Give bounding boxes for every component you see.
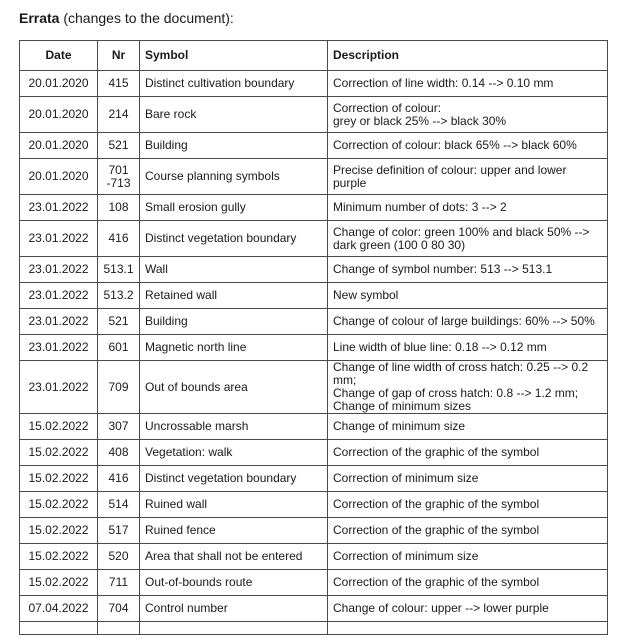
cell-date: 20.01.2020 (20, 133, 98, 159)
cell-nr: 513.1 (98, 257, 140, 283)
cell-description: Change of color: green 100% and black 50% --> dark green (100 0 80 30) (328, 221, 608, 257)
cell-description: New symbol (328, 283, 608, 309)
table-row (20, 361, 608, 414)
cell-symbol: Vegetation: walk (140, 440, 328, 466)
cell-nr: 601 (98, 335, 140, 361)
cell-description: Change of colour: upper --> lower purple (328, 596, 608, 622)
table-row (20, 257, 608, 283)
table-row (20, 133, 608, 159)
cell-symbol: Building (140, 309, 328, 335)
cell-symbol: Ruined wall (140, 492, 328, 518)
header-date: Date (20, 41, 98, 71)
cell-symbol: Distinct vegetation boundary (140, 221, 328, 257)
cell-symbol: Area that shall not be entered (140, 544, 328, 570)
cell-description (328, 622, 608, 635)
table-row (20, 518, 608, 544)
table-row (20, 309, 608, 335)
cell-symbol: Small erosion gully (140, 195, 328, 221)
table-row (20, 466, 608, 492)
cell-nr: 704 (98, 596, 140, 622)
cell-date: 15.02.2022 (20, 440, 98, 466)
cell-symbol (140, 622, 328, 635)
cell-date: 23.01.2022 (20, 283, 98, 309)
cell-description: Line width of blue line: 0.18 --> 0.12 mm (328, 335, 608, 361)
cell-description: Correction of minimum size (328, 466, 608, 492)
errata-heading-rest: (changes to the document): (59, 10, 234, 26)
cell-date: 15.02.2022 (20, 492, 98, 518)
cell-date: 23.01.2022 (20, 195, 98, 221)
cell-symbol: Control number (140, 596, 328, 622)
cell-nr: 214 (98, 97, 140, 133)
cell-description: Change of line width of cross hatch: 0.25 --> 0.2 mm; Change of gap of cross hatch: 0.8 --> 1.2 mm; Change of minimum sizes (328, 361, 608, 414)
cell-symbol: Wall (140, 257, 328, 283)
cell-description: Change of colour of large buildings: 60% --> 50% (328, 309, 608, 335)
cell-description: Correction of the graphic of the symbol (328, 518, 608, 544)
header-description: Description (328, 41, 608, 71)
cell-date: 15.02.2022 (20, 414, 98, 440)
table-row (20, 221, 608, 257)
cell-nr: 416 (98, 221, 140, 257)
cell-description: Correction of minimum size (328, 544, 608, 570)
cell-date: 23.01.2022 (20, 221, 98, 257)
cell-date: 07.04.2022 (20, 596, 98, 622)
table-row-partial (20, 622, 608, 635)
cell-date: 23.01.2022 (20, 309, 98, 335)
cell-date: 23.01.2022 (20, 335, 98, 361)
header-symbol: Symbol (140, 41, 328, 71)
table-row (20, 414, 608, 440)
cell-date: 20.01.2020 (20, 159, 98, 195)
cell-symbol: Bare rock (140, 97, 328, 133)
cell-nr: 517 (98, 518, 140, 544)
table-row (20, 97, 608, 133)
cell-description: Precise definition of colour: upper and lower purple (328, 159, 608, 195)
cell-description: Correction of the graphic of the symbol (328, 570, 608, 596)
errata-table (19, 40, 608, 635)
cell-nr: 307 (98, 414, 140, 440)
cell-nr (98, 622, 140, 635)
cell-description: Correction of the graphic of the symbol (328, 492, 608, 518)
cell-date: 15.02.2022 (20, 544, 98, 570)
header-nr: Nr (98, 41, 140, 71)
cell-symbol: Out-of-bounds route (140, 570, 328, 596)
cell-symbol: Course planning symbols (140, 159, 328, 195)
cell-date: 20.01.2020 (20, 71, 98, 97)
table-row (20, 159, 608, 195)
table-row (20, 570, 608, 596)
cell-symbol: Building (140, 133, 328, 159)
cell-description: Correction of line width: 0.14 --> 0.10 mm (328, 71, 608, 97)
cell-nr: 108 (98, 195, 140, 221)
cell-nr: 521 (98, 133, 140, 159)
cell-date: 15.02.2022 (20, 518, 98, 544)
table-row (20, 71, 608, 97)
table-row (20, 440, 608, 466)
cell-symbol: Distinct cultivation boundary (140, 71, 328, 97)
table-row (20, 195, 608, 221)
table-header-row (20, 41, 608, 71)
cell-description: Change of minimum size (328, 414, 608, 440)
cell-symbol: Distinct vegetation boundary (140, 466, 328, 492)
cell-date: 15.02.2022 (20, 466, 98, 492)
cell-nr: 711 (98, 570, 140, 596)
cell-symbol: Ruined fence (140, 518, 328, 544)
table-row (20, 283, 608, 309)
cell-symbol: Uncrossable marsh (140, 414, 328, 440)
cell-nr: 514 (98, 492, 140, 518)
cell-nr: 416 (98, 466, 140, 492)
cell-description: Correction of colour: black 65% --> black 60% (328, 133, 608, 159)
table-row (20, 335, 608, 361)
cell-symbol: Magnetic north line (140, 335, 328, 361)
cell-nr: 701 -713 (98, 159, 140, 195)
errata-heading (19, 9, 234, 27)
cell-symbol: Out of bounds area (140, 361, 328, 414)
cell-nr: 408 (98, 440, 140, 466)
table-row (20, 596, 608, 622)
cell-description: Correction of the graphic of the symbol (328, 440, 608, 466)
table-row (20, 544, 608, 570)
cell-date: 20.01.2020 (20, 97, 98, 133)
cell-date: 23.01.2022 (20, 257, 98, 283)
cell-description: Change of symbol number: 513 --> 513.1 (328, 257, 608, 283)
cell-date: 15.02.2022 (20, 570, 98, 596)
errata-heading-bold: Errata (19, 10, 60, 26)
cell-nr: 513.2 (98, 283, 140, 309)
cell-description: Minimum number of dots: 3 --> 2 (328, 195, 608, 221)
cell-symbol: Retained wall (140, 283, 328, 309)
cell-nr: 521 (98, 309, 140, 335)
cell-description: Correction of colour: grey or black 25% --> black 30% (328, 97, 608, 133)
table-row (20, 492, 608, 518)
cell-date: 23.01.2022 (20, 361, 98, 414)
cell-nr: 415 (98, 71, 140, 97)
cell-nr: 520 (98, 544, 140, 570)
cell-date (20, 622, 98, 635)
cell-nr: 709 (98, 361, 140, 414)
